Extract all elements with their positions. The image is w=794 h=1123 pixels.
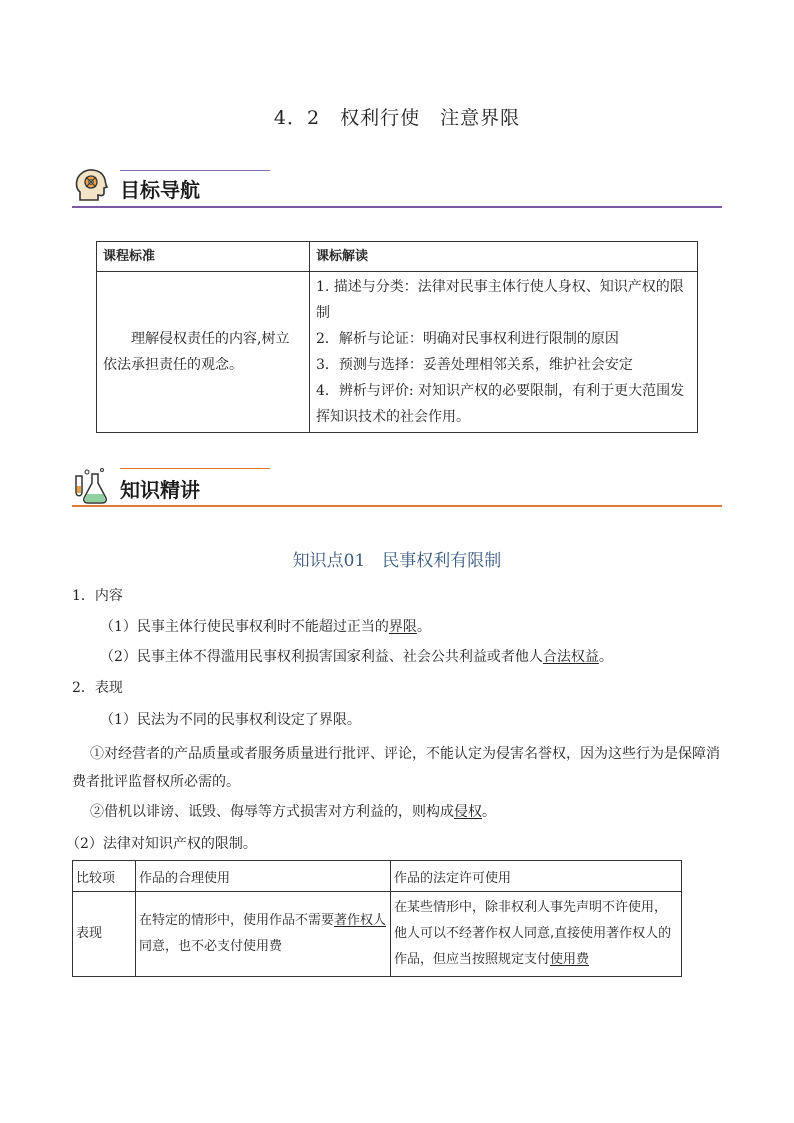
table-header-cell: 课程标准 (97, 242, 310, 272)
paragraph: （2）法律对知识产权的限制。 (66, 836, 257, 852)
table-cell (391, 892, 682, 977)
text: 。 (416, 619, 431, 635)
paragraph (72, 645, 722, 669)
text: 在特定的情形中，使用作品不需要 (139, 913, 335, 928)
page-title: 4．2 权利行使 注意界限 (273, 107, 521, 129)
text: 。 (598, 649, 613, 665)
section-divider (72, 206, 722, 208)
section-label: 知识精讲 (120, 478, 200, 502)
standards-table (96, 241, 698, 433)
section-header-goals (72, 166, 722, 210)
paragraph (72, 800, 722, 824)
table-header-row (97, 242, 698, 272)
text: 在某些情形中，除非权利人事先声明不许使用，他人可以不经著作权人同意,直接使用著作权人的作品，但应当按照规定支付 (394, 900, 672, 967)
text: ②借机以诽谤、诋毁、侮辱等方式损害对方利益的，则构成 (90, 804, 454, 820)
text: 同意，也不必支付使用费 (139, 939, 283, 954)
text: 。 (482, 804, 496, 820)
paragraph: ①对经营者的产品质量或者服务质量进行批评、评论，不能认定为侵害名誉权，因为这些行为是保障消费者批评监督权所必需的。 (72, 746, 720, 790)
lab-flask-icon (72, 466, 112, 506)
underlined-term: 著作权人 (334, 913, 387, 928)
table-cell: 理解侵权责任的内容,树立依法承担责任的观念。 (97, 272, 310, 433)
list-item: 1. 描述与分类：法律对民事主体行使人身权、知识产权的限制 (316, 279, 684, 321)
list-item: 3．预测与选择：妥善处理相邻关系，维护社会安定 (316, 357, 633, 373)
table-row (97, 272, 698, 433)
table-header-cell: 课标解读 (310, 242, 698, 272)
table-header-cell: 作品的合理使用 (136, 861, 391, 892)
section-header-knowledge (72, 466, 722, 510)
table-header-cell: 作品的法定许可使用 (391, 861, 682, 892)
comparison-table (72, 860, 682, 977)
text: （1）民事主体行使民事权利时不能超过正当的 (100, 619, 389, 635)
underlined-term: 界限 (388, 619, 417, 635)
underlined-term: 合法权益 (542, 649, 599, 665)
table-header-cell: 比较项 (73, 861, 136, 892)
table-row (73, 892, 682, 977)
list-item: 2．解析与论证：明确对民事权利进行限制的原因 (316, 331, 619, 347)
underlined-term: 侵权 (454, 804, 482, 820)
table-header-row (73, 861, 682, 892)
section-divider (72, 505, 722, 507)
table-cell (136, 892, 391, 977)
heading-performance: 2．表现 (72, 680, 123, 696)
text: （2）民事主体不得滥用民事权利损害国家利益、社会公共利益或者他人 (100, 649, 543, 665)
head-gear-icon (72, 166, 112, 206)
underlined-term: 使用费 (550, 952, 590, 967)
list-item: 4．辨析与评价: 对知识产权的必要限制，有利于更大范围发挥知识技术的社会作用。 (316, 383, 685, 425)
table-cell: 表现 (73, 892, 136, 977)
paragraph: （1）民法为不同的民事权利设定了界限。 (100, 712, 361, 728)
section-label: 目标导航 (120, 178, 200, 202)
table-cell (310, 272, 698, 433)
heading-content: 1．内容 (72, 588, 123, 604)
paragraph (72, 615, 722, 639)
knowledge-point-title: 知识点01 民事权利有限制 (292, 551, 502, 571)
